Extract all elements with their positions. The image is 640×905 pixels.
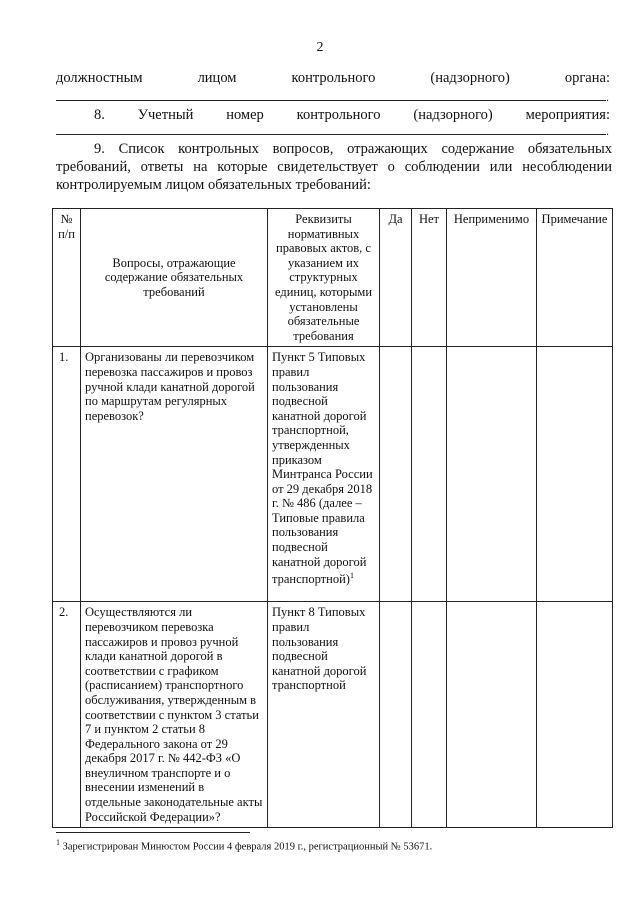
footnote-text: Зарегистрирован Минюстом России 4 февраля 2019 г., регистрационный № 53671. xyxy=(62,841,433,853)
word: контрольного xyxy=(291,70,376,86)
row-no-cell[interactable] xyxy=(412,602,447,828)
row-note-cell[interactable] xyxy=(537,602,613,828)
paragraph-9: 9. Список контрольных вопросов, отражающих содержание обязательных требований, ответы на которые свидетельствует о соблюдении или несоблюдении контролируемым лицом обязательных требований: xyxy=(56,141,612,193)
footnote-mark: 1 xyxy=(349,571,354,581)
registration-number-line xyxy=(56,107,610,124)
header-yes: Да xyxy=(380,209,412,347)
header-no: Нет xyxy=(412,209,447,347)
row-yes-cell[interactable] xyxy=(380,602,412,828)
header-note: Примечание xyxy=(537,209,613,347)
row-no-cell[interactable] xyxy=(412,347,447,602)
word: мероприятия: xyxy=(525,107,610,123)
requisites-text: Пункт 5 Типовых правил пользования подвесной канатной дорогой транспортной, утвержденных приказом Минтранса России от 29 декабря 2018 г. № 486 (далее – Типовые правила пользования подвесной канатной дорогой транспортной) xyxy=(272,350,373,587)
footnote-divider xyxy=(56,832,250,833)
table-row xyxy=(53,347,613,602)
word: контрольного xyxy=(296,107,381,123)
table-header-row xyxy=(53,209,613,347)
requisites-text: Пункт 8 Типовых правил пользования подвесной канатной дорогой транспортной xyxy=(272,605,367,693)
footnote xyxy=(56,838,616,853)
word: органа: xyxy=(564,70,610,86)
rule-end-period: . xyxy=(606,124,609,138)
organ-official-line xyxy=(56,70,610,87)
row-requisites xyxy=(268,347,380,602)
word: должностным xyxy=(56,70,143,86)
word: 8. xyxy=(94,107,105,123)
table-row xyxy=(53,602,613,828)
header-num: № п/п xyxy=(53,209,81,347)
page-number: 2 xyxy=(316,40,324,55)
word: (надзорного) xyxy=(413,107,493,123)
row-num: 2. xyxy=(53,602,81,828)
checklist-table xyxy=(52,208,613,828)
word: Учетный xyxy=(137,107,194,123)
row-requisites xyxy=(268,602,380,828)
rule-end-period: . xyxy=(606,90,609,104)
word: номер xyxy=(226,107,264,123)
word: лицом xyxy=(197,70,237,86)
row-na-cell[interactable] xyxy=(447,602,537,828)
header-na: Неприменимо xyxy=(447,209,537,347)
row-question: Осуществляются ли перевозчиком перевозка пассажиров и провоз ручной клади канатной дорогой в соответствии с графиком (расписанием) транспортного обслуживания, утвержденным в соответствии с пунктом 3 статьи 7 и пунктом 2 статьи 8 Федерального закона от 29 декабря 2017 г. № 442-ФЗ «О внеуличном транспорте и о внесении изменений в отдельные законодательные акты Российской Федерации»? xyxy=(81,602,268,828)
row-question: Организованы ли перевозчиком перевозка пассажиров и провоз ручной клади канатной дорогой по маршрутам регулярных перевозок? xyxy=(81,347,268,602)
fill-in-rule xyxy=(56,134,606,135)
row-na-cell[interactable] xyxy=(447,347,537,602)
row-note-cell[interactable] xyxy=(537,347,613,602)
footnote-mark: 1 xyxy=(56,838,60,847)
row-yes-cell[interactable] xyxy=(380,347,412,602)
row-num: 1. xyxy=(53,347,81,602)
word: (надзорного) xyxy=(430,70,510,86)
header-question: Вопросы, отражающие содержание обязательных требований xyxy=(81,209,268,347)
header-requisites: Реквизиты нормативных правовых актов, с указанием их структурных единиц, которыми установлены обязательные требования xyxy=(268,209,380,347)
fill-in-rule xyxy=(56,100,606,101)
